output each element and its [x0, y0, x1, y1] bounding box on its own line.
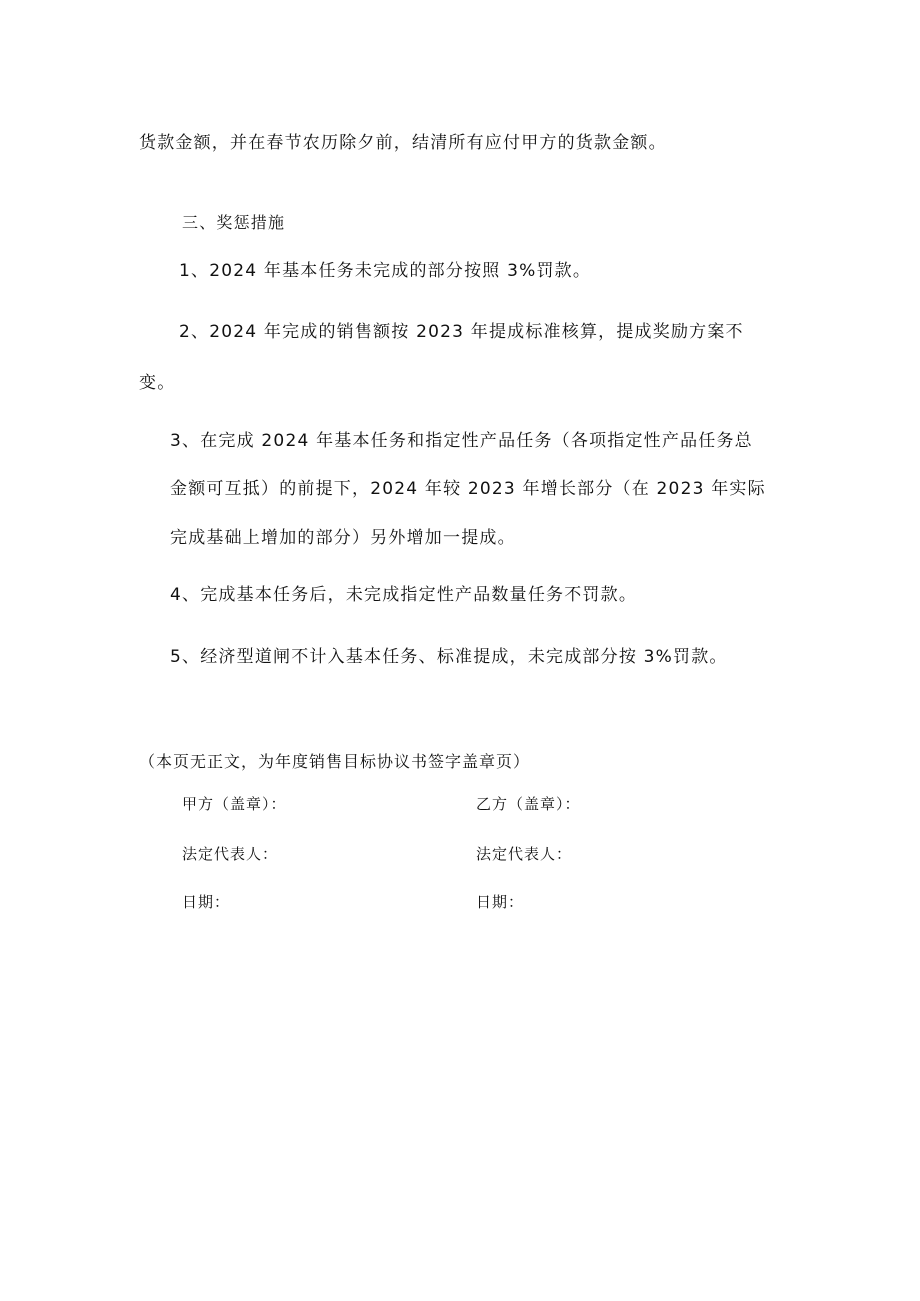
party-b-representative: 法定代表人： — [476, 845, 573, 863]
paragraph-continuation: 货款金额，并在春节农历除夕前，结清所有应付甲方的货款金额。 — [139, 133, 667, 153]
party-a-date: 日期： — [182, 893, 231, 911]
party-a-seal: 甲方（盖章）： — [182, 795, 287, 813]
list-item-3-line-3: 完成基础上增加的部分）另外增加一提成。 — [170, 528, 516, 548]
party-b-seal: 乙方（盖章）： — [476, 795, 581, 813]
section-heading: 三、奖惩措施 — [182, 213, 286, 232]
list-item-2-line-2: 变。 — [139, 373, 176, 393]
party-a-representative: 法定代表人： — [182, 845, 279, 863]
signature-page-note: （本页无正文，为年度销售目标协议书签字盖章页） — [139, 752, 531, 771]
list-item-4: 4、完成基本任务后，未完成指定性产品数量任务不罚款。 — [170, 585, 638, 605]
list-item-1: 1、2024 年基本任务未完成的部分按照 3%罚款。 — [179, 261, 592, 281]
list-item-5: 5、经济型道闸不计入基本任务、标准提成，未完成部分按 3%罚款。 — [170, 647, 728, 667]
party-b-date: 日期： — [476, 893, 525, 911]
list-item-3-line-1: 3、在完成 2024 年基本任务和指定性产品任务（各项指定性产品任务总 — [170, 431, 753, 451]
list-item-2-line-1: 2、2024 年完成的销售额按 2023 年提成标准核算，提成奖励方案不 — [179, 322, 744, 342]
list-item-3-line-2: 金额可互抵）的前提下，2024 年较 2023 年增长部分（在 2023 年实际 — [170, 479, 766, 499]
